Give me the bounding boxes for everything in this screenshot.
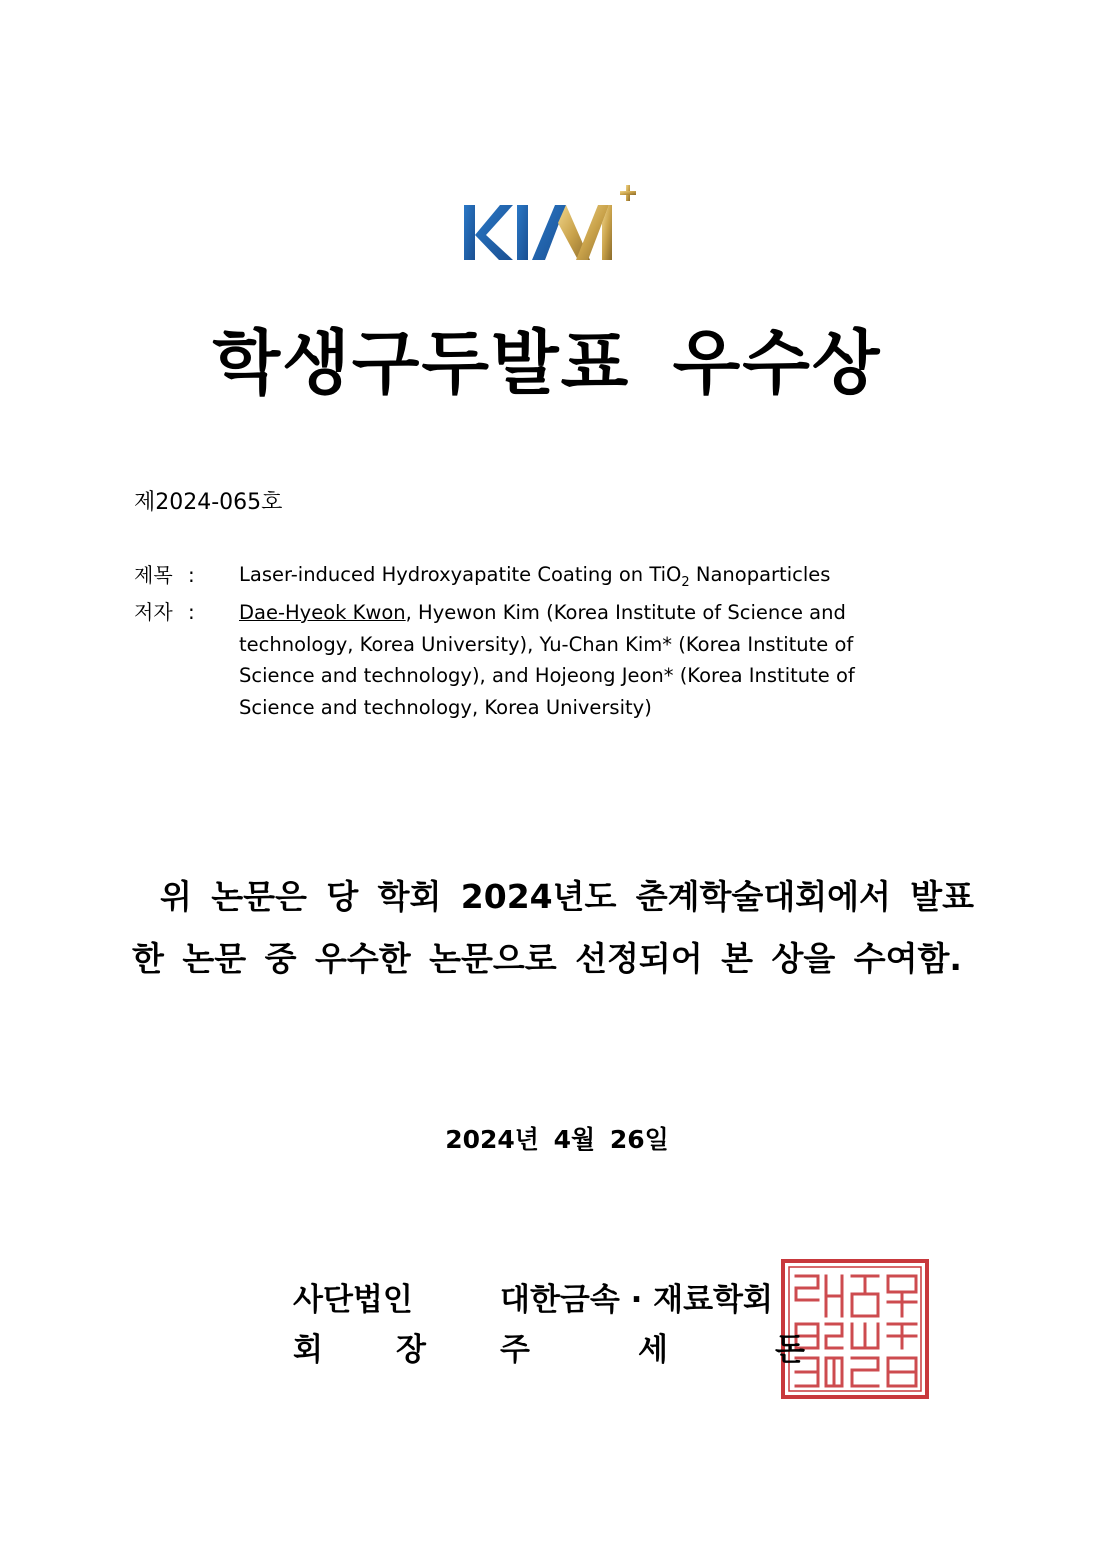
- kim-logo: [462, 183, 642, 265]
- paper-title-prefix: Laser-induced Hydroxyapatite Coating on TiO: [239, 563, 682, 586]
- name-char-2: 세: [638, 1332, 668, 1368]
- award-date: 2024년 4월 26일: [445, 1125, 669, 1154]
- title-colon: :: [188, 563, 195, 587]
- paper-title: [239, 560, 939, 598]
- paper-authors: [239, 597, 919, 723]
- official-seal: [780, 1258, 930, 1400]
- org-type: 사단법인: [293, 1282, 413, 1318]
- name-char-3: 돈: [775, 1332, 805, 1368]
- paper-title-suffix: Nanoparticles: [689, 563, 831, 586]
- name-char-1: 주: [500, 1332, 530, 1368]
- first-author: Dae-Hyeok Kwon: [239, 601, 406, 624]
- title-label: 제목: [134, 563, 173, 587]
- role-char-1: 회: [293, 1332, 323, 1368]
- certificate-number: 제2024-065호: [134, 490, 283, 515]
- award-title: 학생구두발표 우수상: [212, 322, 882, 404]
- org-name: 대한금속 · 재료학회: [500, 1282, 773, 1318]
- other-authors: , Hyewon Kim (Korea Institute of Science and technology, Korea University), Yu-Chan Kim* (Korea Institute of Science and technology), and Hojeong Jeon* (Korea Institute of Science and technology, Korea University): [239, 601, 855, 719]
- authors-label: 저자: [134, 600, 173, 624]
- award-statement: 위 논문은 당 학회 2024년도 춘계학술대회에서 발표한 논문 중 우수한 논문으로 선정되어 본 상을 수여함.: [132, 877, 974, 978]
- paper-title-subscript: 2: [681, 574, 690, 590]
- role-char-2: 장: [396, 1332, 426, 1368]
- authors-colon: :: [188, 600, 195, 624]
